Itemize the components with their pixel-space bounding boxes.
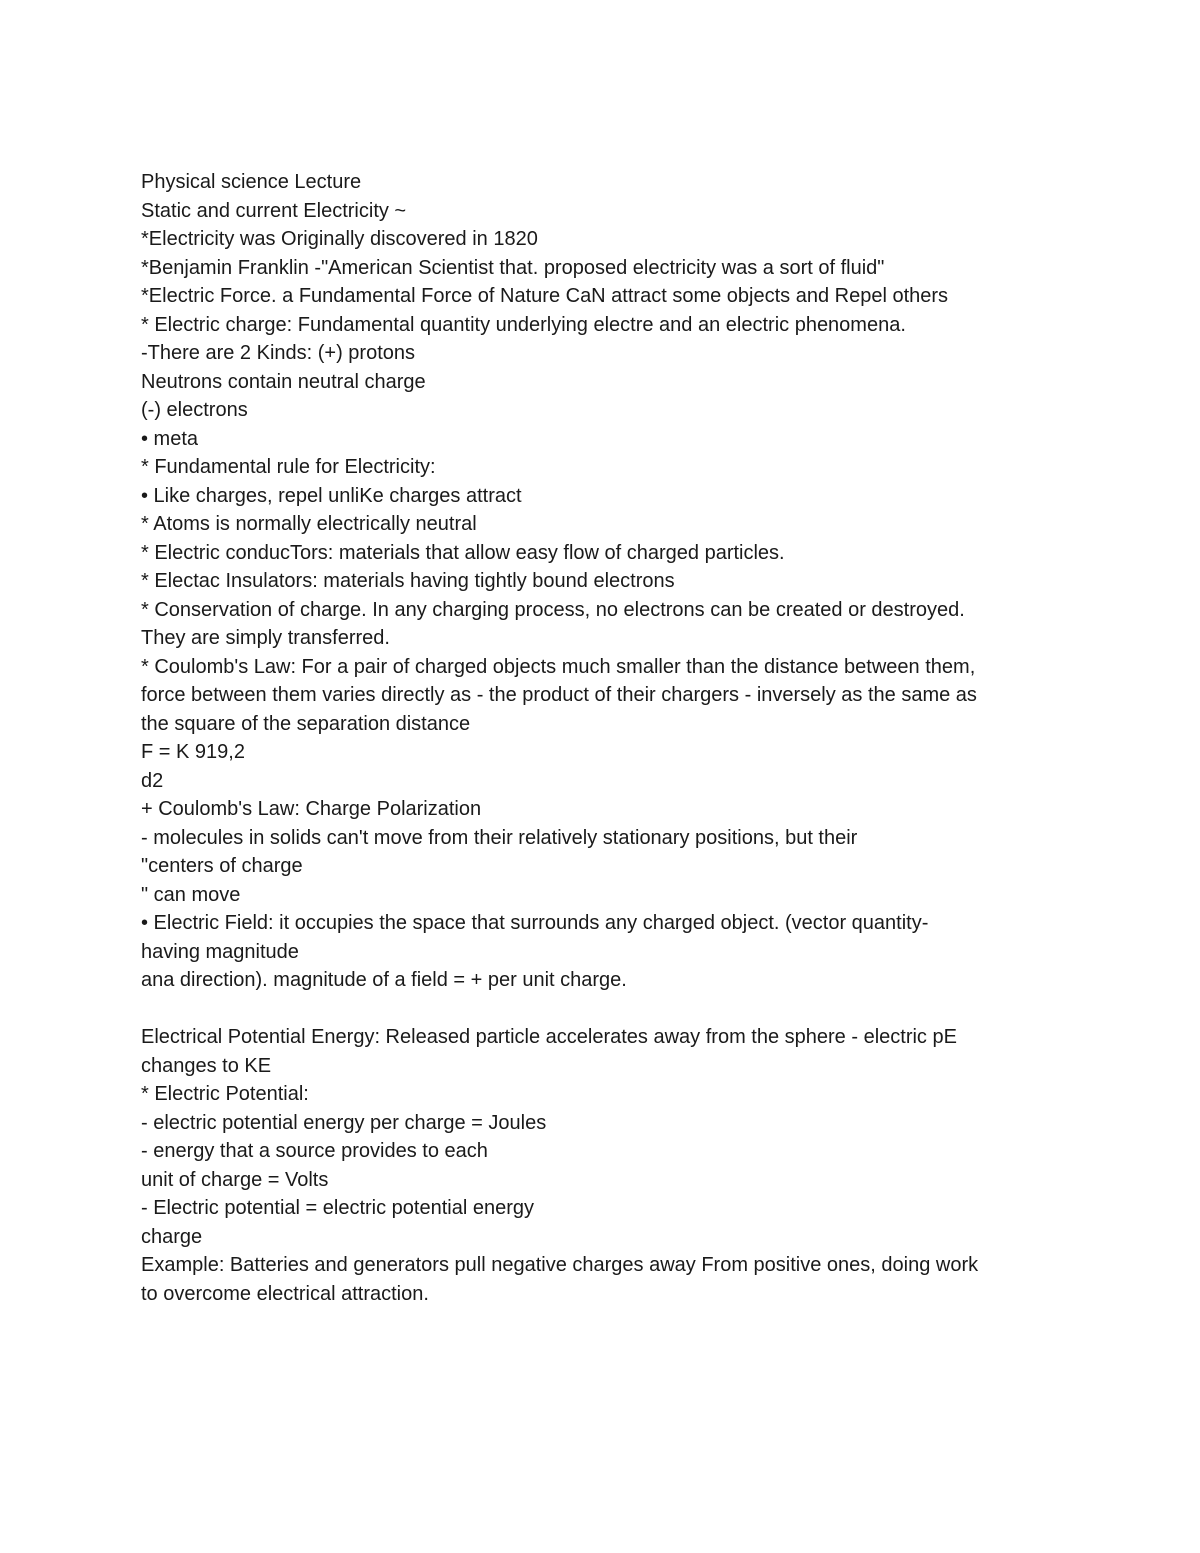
text-line: (-) electrons — [141, 399, 248, 421]
text-line: the square of the separation distance — [141, 712, 471, 735]
text-line: *Electricity was Originally discovered in 1820 — [141, 228, 538, 250]
text-line: * Coulomb's Law: For a pair of charged objects much smaller than the distance between them, — [141, 655, 976, 678]
text-line: -There are 2 Kinds: (+) protons — [141, 342, 416, 364]
text-line: " can move — [141, 883, 241, 906]
text-line: *Benjamin Franklin -"American Scientist that. proposed electricity was a sort of fluid" — [141, 256, 885, 279]
document-body — [141, 168, 1061, 1308]
text-line: - molecules in solids can't move from their relatively stationary positions, but their — [141, 826, 858, 849]
text-line: * Electric conducTors: materials that allow easy flow of charged particles. — [141, 541, 785, 564]
text-line: - Electric potential = electric potential energy — [141, 1197, 534, 1219]
text-line: Physical science Lecture — [141, 171, 362, 193]
text-line: having magnitude — [141, 940, 299, 963]
text-line: * Atoms is normally electrically neutral — [141, 513, 477, 535]
text-line: changes to KE — [141, 1054, 272, 1077]
text-line: - energy that a source provides to each — [141, 1140, 488, 1162]
text-line: F = K 919,2 — [141, 741, 245, 763]
text-line: * Conservation of charge. In any charging process, no electrons can be created or destroyed. — [141, 598, 965, 621]
text-line: • meta — [141, 427, 199, 450]
text-line: d2 — [141, 769, 164, 792]
text-line: to overcome electrical attraction. — [141, 1282, 429, 1305]
text-line: * Electac Insulators: materials having tightly bound electrons — [141, 570, 675, 592]
text-line: unit of charge = Volts — [141, 1168, 329, 1191]
text-line: Static and current Electricity ~ — [141, 199, 407, 222]
text-line: * Electric charge: Fundamental quantity underlying electre and an electric phenomena. — [141, 313, 906, 336]
text-line: • Electric Field: it occupies the space that surrounds any charged object. (vector quantity- — [141, 912, 929, 934]
text-line: Example: Batteries and generators pull negative charges away From positive ones, doing work — [141, 1254, 979, 1276]
text-line: *Electric Force. a Fundamental Force of Nature CaN attract some objects and Repel others — [141, 285, 949, 307]
text-line: • Like charges, repel unliKe charges attract — [141, 484, 522, 507]
blank-line — [141, 995, 1061, 1024]
text-line: * Fundamental rule for Electricity: — [141, 456, 436, 478]
text-line: Neutrons contain neutral charge — [141, 370, 426, 393]
text-line: "centers of charge — [141, 855, 303, 877]
text-line: ana direction). magnitude of a field = + per unit charge. — [141, 969, 627, 991]
text-line: - electric potential energy per charge = Joules — [141, 1111, 547, 1134]
text-line: charge — [141, 1225, 203, 1248]
text-line: + Coulomb's Law: Charge Polarization — [141, 798, 482, 820]
text-line: force between them varies directly as - the product of their chargers - inversely as the same as — [141, 684, 977, 706]
text-line: They are simply transferred. — [141, 627, 390, 649]
text-line: Electrical Potential Energy: Released particle accelerates away from the sphere - electric pE — [141, 1026, 957, 1048]
text-line: * Electric Potential: — [141, 1083, 309, 1105]
